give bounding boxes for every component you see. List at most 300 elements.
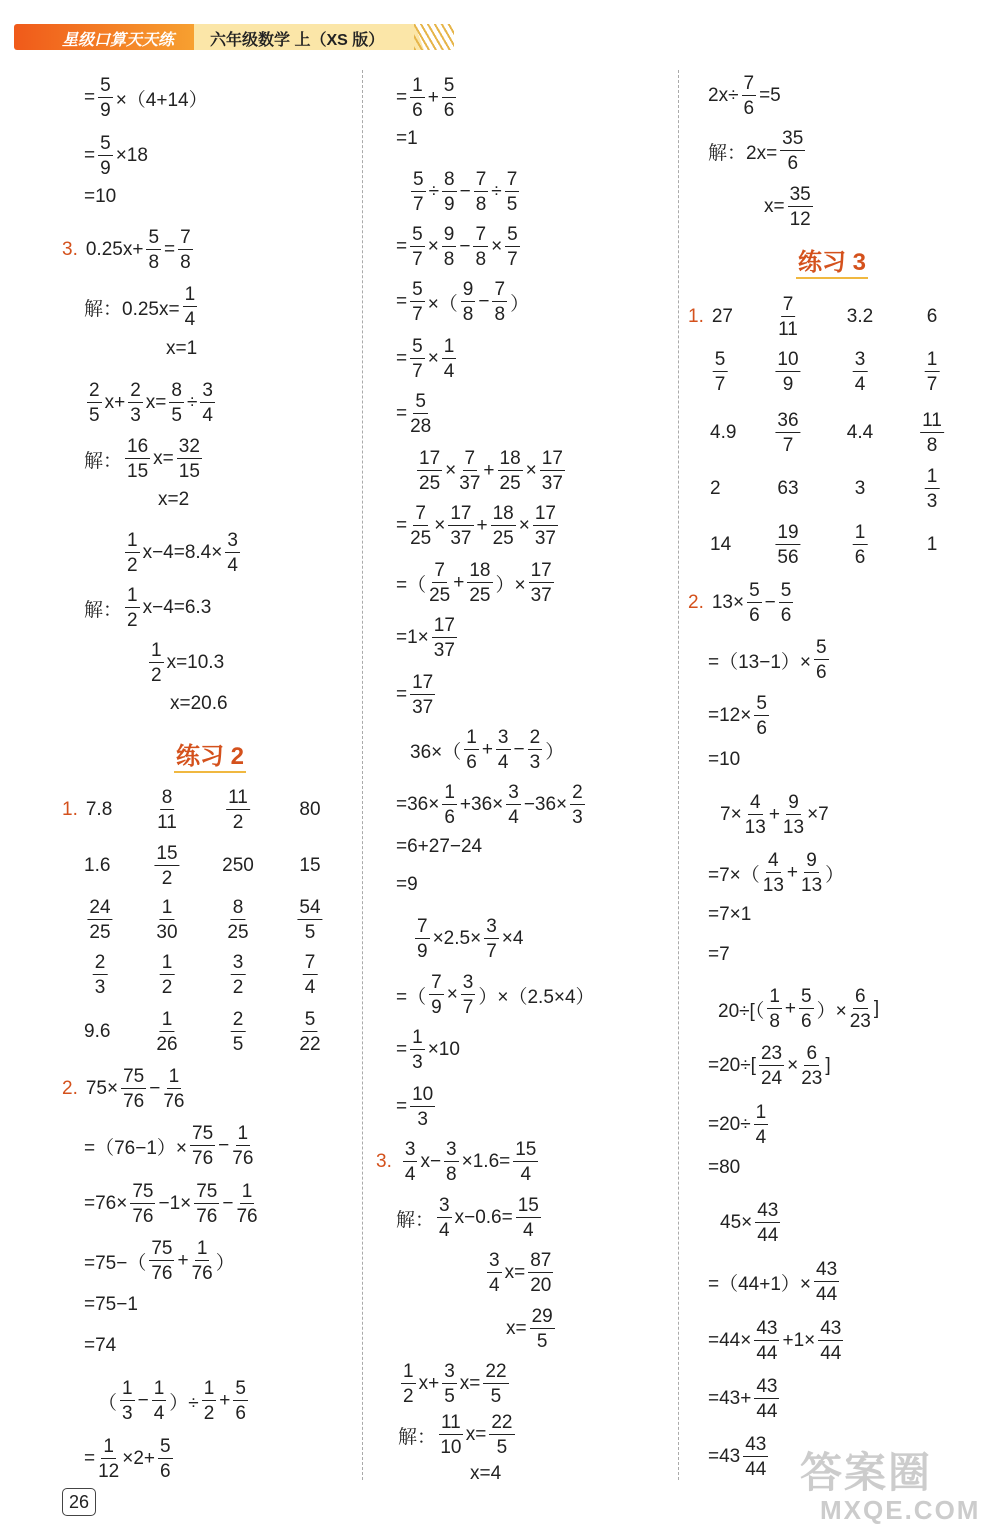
fraction [439, 1413, 463, 1457]
expr-text: 27 [711, 306, 733, 327]
expr-text: × [427, 348, 439, 369]
numerator: 1 [755, 1102, 767, 1123]
fraction [432, 616, 457, 660]
denominator: 25 [410, 528, 432, 549]
expr-text: 3.2 [846, 306, 874, 327]
fraction [158, 1437, 173, 1481]
numerator: 1 [127, 585, 138, 606]
denominator: 2 [127, 610, 138, 631]
math-line [84, 586, 211, 630]
denominator: 3 [572, 807, 583, 828]
denominator: 5 [536, 1331, 548, 1352]
expr-text: + [768, 804, 780, 825]
numerator: 1 [403, 1361, 414, 1382]
fraction [442, 76, 457, 120]
fraction [788, 185, 813, 229]
expr-text: =75−（ [84, 1252, 147, 1274]
expr-text: 解： [84, 599, 123, 621]
watermark-url: MXQE.COM [820, 1495, 981, 1525]
math-line [398, 1413, 518, 1457]
fraction [492, 280, 507, 324]
denominator: 37 [412, 697, 434, 718]
expr-text: =（ [396, 986, 427, 1008]
numerator: 75 [132, 1181, 154, 1202]
numerator: 3 [446, 1139, 457, 1160]
expr-text: = [396, 1096, 408, 1117]
math-line [708, 944, 730, 966]
numerator: 5 [235, 1378, 246, 1399]
numerator: 8 [161, 787, 173, 808]
fraction [516, 1196, 541, 1240]
book-title: 六年级数学 上（XS 版） [210, 32, 385, 49]
denominator: 25 [89, 922, 111, 943]
numerator: 5 [749, 580, 760, 601]
numerator: 1 [196, 1238, 208, 1259]
fraction [925, 467, 940, 511]
denominator: 6 [160, 1461, 171, 1482]
fraction [410, 280, 425, 324]
math-line [708, 1044, 831, 1088]
expr-text: 解： [398, 1426, 437, 1448]
numerator: 3 [486, 916, 497, 937]
answer-cell [850, 523, 871, 567]
denominator: 13 [782, 817, 805, 838]
expr-text: =36× [396, 794, 440, 815]
fraction [801, 851, 822, 895]
expr-text: +1× [782, 1330, 816, 1351]
math-line [708, 1260, 842, 1304]
fraction [533, 504, 558, 548]
numerator: 3 [227, 530, 238, 551]
fraction [775, 523, 800, 567]
expr-text: 250 [222, 855, 254, 876]
numerator: 8 [171, 380, 182, 401]
denominator: 5 [490, 1386, 502, 1407]
answer-cell [299, 855, 320, 877]
expr-text: =1 [396, 128, 418, 149]
expr-text: 36×（ [410, 741, 462, 763]
denominator: 37 [530, 585, 552, 606]
fraction [442, 783, 457, 827]
denominator: 76 [123, 1091, 145, 1112]
math-line [84, 186, 116, 208]
numerator: 11 [441, 1412, 461, 1433]
answer-cell [847, 422, 873, 444]
numerator: 75 [151, 1238, 173, 1259]
fraction [98, 76, 113, 120]
expr-text: 解：2x= [708, 142, 778, 164]
expr-text: 9.6 [84, 1021, 111, 1042]
expr-text: 6 [926, 306, 938, 327]
denominator: 4 [439, 1220, 450, 1241]
math-line [484, 1251, 556, 1295]
numerator: 5 [443, 75, 455, 96]
math-line [708, 851, 844, 895]
math-line [708, 74, 781, 118]
numerator: 3 [404, 1139, 416, 1160]
expr-text: =74 [84, 1335, 117, 1356]
numerator: 17 [541, 448, 563, 469]
expr-text: =7 [708, 944, 730, 965]
fraction [754, 1377, 779, 1421]
denominator: 4 [489, 1275, 500, 1296]
denominator: 13 [762, 875, 784, 896]
expr-text: 14 [710, 534, 732, 555]
column-divider-1 [362, 70, 363, 1480]
numerator: 5 [756, 693, 767, 714]
denominator: 23 [801, 1068, 823, 1089]
numerator: 15 [515, 1139, 537, 1160]
denominator: 2 [203, 1403, 215, 1424]
expr-text: =（ [396, 574, 427, 596]
fraction [444, 1140, 459, 1184]
numerator: 36 [777, 410, 799, 431]
expr-text: ×（4+14） [115, 89, 208, 111]
numerator: 1 [443, 336, 455, 357]
answer-cell [927, 534, 938, 556]
denominator: 9 [100, 158, 111, 179]
numerator: 7 [304, 952, 316, 973]
denominator: 15 [178, 461, 200, 482]
expr-text: + [786, 862, 799, 883]
fraction [818, 1319, 843, 1363]
fraction [779, 581, 794, 625]
denominator: 6 [816, 662, 827, 683]
expr-text: ×2.5× [432, 928, 482, 949]
denominator: 2 [127, 555, 138, 576]
denominator: 4 [522, 1220, 534, 1241]
expr-text: × [445, 460, 457, 481]
denominator: 25 [492, 528, 514, 549]
numerator: 54 [299, 897, 321, 918]
fraction [775, 411, 800, 455]
answer-cell [850, 350, 871, 394]
math-line [708, 1103, 771, 1147]
denominator: 6 [743, 98, 755, 119]
denominator: 3 [94, 977, 106, 998]
numerator: 4 [768, 850, 779, 871]
math-line [708, 749, 740, 771]
expr-text: x= [764, 196, 785, 217]
fraction [474, 170, 489, 214]
fraction [489, 1413, 514, 1457]
numerator: 7 [417, 916, 428, 937]
expr-text: 45× [720, 1212, 753, 1233]
fraction [232, 1124, 253, 1168]
numerator: 75 [196, 1181, 218, 1202]
answer-cell [154, 788, 180, 832]
fraction [125, 437, 150, 481]
expr-text: x= [504, 1262, 526, 1283]
numerator: 5 [780, 580, 792, 601]
denominator: 3 [412, 1052, 423, 1073]
fraction [461, 973, 476, 1017]
expr-text: −36× [523, 794, 568, 815]
expr-text: = [396, 348, 408, 369]
numerator: 1 [153, 1378, 165, 1399]
numerator: 2 [529, 727, 541, 748]
fraction [925, 350, 940, 394]
numerator: 3 [497, 727, 509, 748]
numerator: 3 [489, 1250, 500, 1271]
denominator: 11 [157, 812, 177, 833]
denominator: 3 [529, 752, 541, 773]
denominator: 8 [443, 249, 455, 270]
fraction [146, 228, 161, 272]
numerator: 32 [178, 436, 200, 457]
fraction [410, 504, 431, 548]
numerator: 3 [444, 1361, 455, 1382]
fraction [437, 1196, 452, 1240]
fraction [120, 1379, 135, 1423]
expr-text: =（44+1）× [708, 1273, 811, 1295]
answer-cell [772, 350, 803, 394]
expr-text: 7× [720, 804, 742, 825]
denominator: 12 [789, 209, 811, 230]
fraction [505, 225, 520, 269]
denominator: 30 [156, 922, 178, 943]
expr-text: =7×（ [708, 864, 760, 886]
expr-text: =80 [708, 1157, 741, 1178]
denominator: 76 [192, 1148, 214, 1169]
denominator: 8 [926, 435, 938, 456]
denominator: 20 [530, 1275, 552, 1296]
numerator: 35 [782, 128, 804, 149]
expr-text: =6+27−24 [396, 836, 483, 857]
expr-text: （ [98, 1392, 118, 1414]
denominator: 8 [446, 1164, 457, 1185]
numerator: 3 [232, 952, 244, 973]
denominator: 9 [431, 997, 442, 1018]
fraction [540, 449, 565, 493]
answer-cell [296, 1010, 323, 1054]
numerator: 23 [760, 1043, 783, 1064]
numerator: 1 [412, 1027, 423, 1048]
expr-text: + [219, 1390, 231, 1411]
fraction [529, 561, 554, 605]
denominator: 4 [508, 807, 519, 828]
fraction [98, 134, 113, 178]
numerator: 8 [232, 897, 244, 918]
math-line [146, 641, 224, 685]
expr-text: ×1.6= [461, 1151, 511, 1172]
question-number: 1. [688, 306, 704, 327]
denominator: 25 [429, 585, 451, 606]
expr-text: × [787, 1055, 799, 1076]
expr-text: =43+ [708, 1388, 752, 1409]
expr-text: ÷ [186, 392, 198, 413]
denominator: 7 [714, 374, 726, 395]
numerator: 1 [122, 1378, 133, 1399]
numerator: 75 [123, 1066, 145, 1087]
expr-text: x= [465, 1424, 487, 1445]
math-line [412, 917, 523, 961]
section-title-3: 练习 3 [796, 242, 868, 279]
numerator: 9 [462, 279, 474, 300]
fraction [200, 381, 215, 425]
fraction [194, 1182, 219, 1226]
denominator: 5 [444, 1386, 455, 1407]
denominator: 13 [744, 817, 766, 838]
fraction [799, 987, 814, 1031]
denominator: 6 [235, 1403, 246, 1424]
fraction [401, 1362, 416, 1406]
fraction [920, 411, 944, 455]
denominator: 23 [849, 1011, 871, 1032]
denominator: 5 [171, 405, 182, 426]
denominator: 4 [304, 977, 316, 998]
denominator: 8 [148, 252, 160, 273]
denominator: 2 [232, 812, 244, 833]
expr-text: x+ [418, 1373, 440, 1394]
fraction [415, 917, 430, 961]
fraction [506, 783, 521, 827]
numerator: 16 [127, 436, 149, 457]
fraction [505, 170, 520, 214]
fraction [163, 1067, 184, 1111]
answer-cell [922, 467, 943, 511]
denominator: 4 [854, 374, 866, 395]
denominator: 44 [756, 1343, 778, 1364]
numerator: 2 [89, 380, 100, 401]
numerator: 2 [572, 782, 583, 803]
expr-text: x= [459, 1373, 481, 1394]
expr-text: = [84, 1448, 96, 1469]
numerator: 24 [89, 897, 111, 918]
numerator: 17 [419, 448, 441, 469]
numerator: 1 [168, 1066, 180, 1087]
fraction [459, 449, 480, 493]
fraction [411, 170, 426, 214]
numerator: 5 [412, 224, 423, 245]
math-line [764, 185, 816, 229]
numerator: 6 [806, 1043, 818, 1064]
math-line [62, 228, 196, 272]
denominator: 4 [227, 555, 238, 576]
expr-text: × [491, 236, 503, 257]
denominator: 8 [475, 249, 487, 270]
numerator: 3 [202, 380, 213, 401]
denominator: 37 [433, 640, 455, 661]
numerator: 7 [506, 169, 518, 190]
fraction [464, 728, 479, 772]
math-line [396, 337, 459, 381]
denominator: 9 [417, 941, 428, 962]
expr-text: 解： [84, 450, 123, 472]
expr-text: − [459, 236, 471, 257]
denominator: 13 [801, 875, 823, 896]
expr-text: 7.8 [85, 799, 113, 820]
denominator: 7 [462, 997, 474, 1018]
fraction [299, 1010, 320, 1054]
denominator: 2 [161, 868, 173, 889]
numerator: 5 [412, 279, 423, 300]
math-line [396, 76, 459, 120]
denominator: 8 [475, 194, 487, 215]
denominator: 5 [304, 922, 316, 943]
expr-text: 4.9 [710, 422, 737, 443]
denominator: 3 [417, 1109, 428, 1130]
fraction [755, 1201, 780, 1245]
numerator: 2 [94, 952, 106, 973]
math-line [84, 134, 148, 178]
expr-text: =75−1 [84, 1294, 138, 1315]
numerator: 4 [749, 792, 761, 813]
math-line [708, 904, 751, 926]
expr-text: = [396, 515, 408, 536]
fraction [231, 953, 246, 997]
numerator: 75 [192, 1123, 214, 1144]
expr-text: 75× [85, 1078, 119, 1099]
math-line [708, 1435, 771, 1479]
denominator: 76 [196, 1206, 218, 1227]
fraction [93, 953, 108, 997]
expr-text: +36× [459, 794, 504, 815]
denominator: 6 [854, 547, 866, 568]
expr-text: ÷ [491, 181, 502, 202]
denominator: 7 [782, 435, 794, 456]
numerator: 1 [127, 530, 138, 551]
math-line [414, 449, 568, 493]
denominator: 6 [787, 153, 799, 174]
fraction [754, 1103, 769, 1147]
math-line [710, 478, 721, 500]
page-number: 26 [62, 1488, 96, 1516]
denominator: 8 [180, 252, 191, 273]
fraction [125, 531, 140, 575]
expr-text: − [513, 739, 525, 760]
denominator: 7 [412, 304, 423, 325]
expr-text: = [396, 403, 408, 424]
denominator: 8 [462, 304, 474, 325]
fraction [410, 673, 435, 717]
denominator: 37 [541, 473, 563, 494]
denominator: 25 [227, 922, 249, 943]
expr-text: =5 [759, 85, 781, 106]
expr-text: ] [873, 998, 880, 1019]
numerator: 43 [816, 1259, 838, 1280]
expr-text: 15 [299, 855, 321, 876]
expr-text: × [525, 460, 537, 481]
fraction [853, 523, 868, 567]
denominator: 7 [507, 249, 518, 270]
numerator: 10 [777, 349, 799, 370]
fraction [783, 793, 804, 837]
numerator: 1 [466, 727, 477, 748]
fraction [410, 392, 431, 436]
column-divider-2 [678, 70, 679, 1480]
fraction [487, 1251, 502, 1295]
fraction [87, 381, 102, 425]
expr-text: x= [145, 392, 167, 413]
math-line [688, 581, 796, 625]
denominator: 9 [100, 100, 111, 121]
fraction [528, 1251, 553, 1295]
denominator: 37 [450, 528, 472, 549]
fraction [121, 1067, 146, 1111]
fraction [156, 898, 177, 942]
fraction [496, 728, 511, 772]
denominator: 4 [755, 1127, 767, 1148]
denominator: 7 [413, 194, 424, 215]
expr-text: x=10.3 [166, 652, 225, 673]
answer-cell [299, 799, 320, 821]
expr-text: =1× [396, 627, 429, 648]
denominator: 7 [412, 249, 423, 270]
expr-text: x=1 [166, 338, 198, 359]
fraction [743, 1435, 768, 1479]
math-line [708, 638, 832, 682]
